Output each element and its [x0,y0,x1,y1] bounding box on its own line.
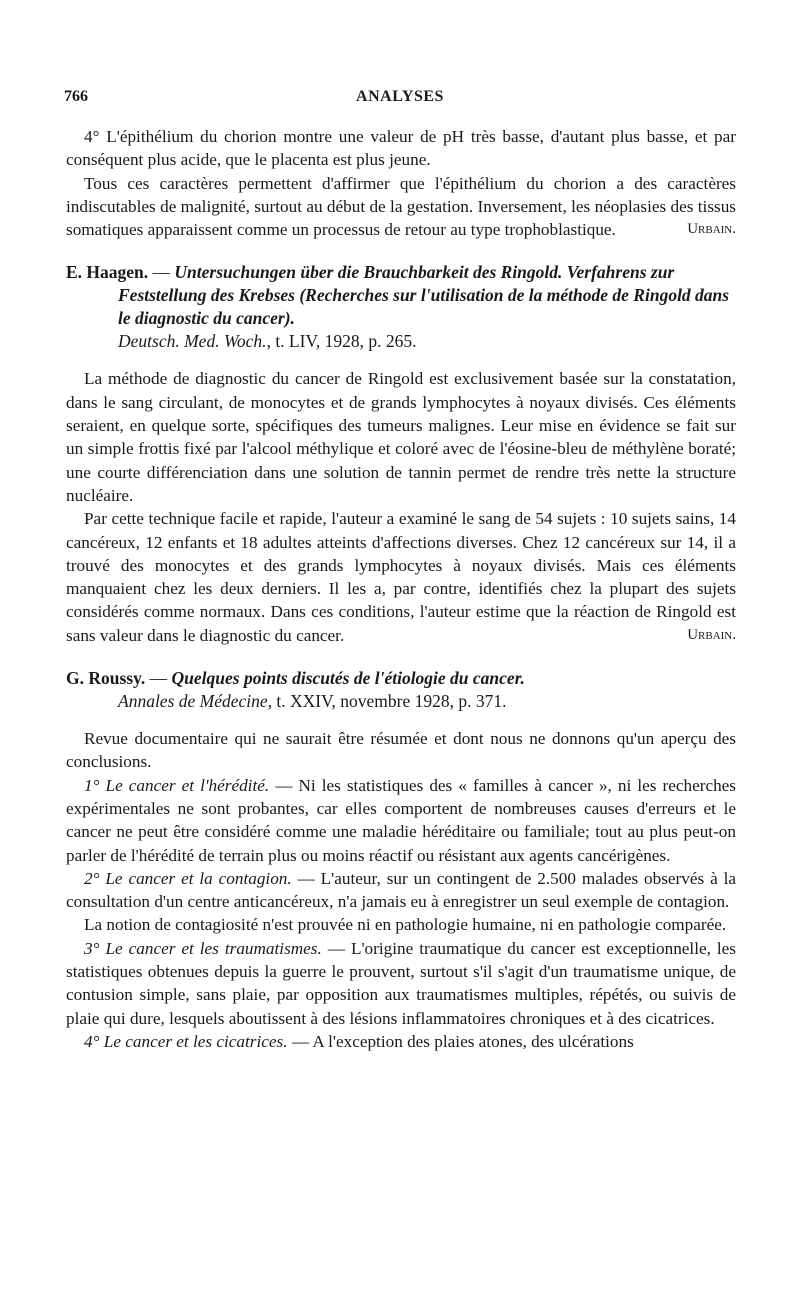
entry-reference: , t. LIV, 1928, p. 265. [266,331,417,352]
paragraph-malignity: Tous ces caractères permettent d'affirmer que l'épithélium du chorion a des caractères indiscutables de malignité, surtout au début de la gestation. Inversement, les néoplasies des tissus somatiques apparaissent comme un processus de retour au type trophoblastique. [66,173,736,240]
signature: Urbain. [687,626,736,643]
entry-title: Quelques points discutés de l'étiologie du cancer. [171,668,525,689]
page-body [66,125,736,1053]
section-label-trauma: 3° Le cancer et les traumatismes. [84,938,322,958]
page-header [64,88,736,112]
entry-journal: Deutsch. Med. Woch. [118,331,267,352]
entry-heading [66,667,736,713]
paragraph-scars [66,1030,736,1053]
section-text-contagion: — L'auteur, sur un contingent de 2.500 malades observés à la consultation d'un centre anticancéreux, n'a jamais eu à enregistrer un seul exemple de contagion. [66,868,736,912]
section-text-trauma: — L'origine traumatique du cancer est exceptionnelle, les statistiques obtenues depuis la guerre le prouvent, surtout s'il s'agit d'un traumatisme unique, de contusion simple, sans plaie, par opposition aux traumatismes multiples, répétés, ou suivis de plaie qui dure, lesquels aboutissent à des lésions inflammatoires chroniques et à des cicatrices. [66,938,736,1028]
entry-author: G. Roussy. [66,668,146,689]
entry-title-french: Recherches sur l'utilisation de la méthode de Ringold dans le diagnostic du cancer [118,285,730,329]
section-text-scars: — A l'exception des plaies atones, des ulcérations [287,1031,634,1051]
paragraph-heredity [66,774,736,867]
paragraph-review-intro: Revue documentaire qui ne saurait être résumée et dont nous ne donnons qu'un aperçu des conclusions. [66,729,736,772]
paragraph-contagiosity: La notion de contagiosité n'est prouvée ni en pathologie humaine, ni en pathologie comparée. [84,915,727,935]
running-head: ANALYSES [356,88,444,105]
section-text-heredity: — Ni les statistiques des « familles à cancer », ni les recherches expérimentales ne sont probantes, car elles comportent de nombreuses causes d'erreurs et le cancer ne peut être considéré comme une maladie héréditaire ou familiale; tout au plus peut-on parler de l'hérédité de terrain plus ou moins réactif ou résistant aux agents cancérigènes. [66,775,736,865]
paragraph-contagion [66,867,736,914]
section-label-heredity: 1° Le cancer et l'hérédité. [84,775,270,795]
page-number: 766 [64,88,88,105]
section-label-scars: 4° Le cancer et les cicatrices. [84,1031,288,1051]
bibliographic-entry-haagen [66,261,736,353]
entry-dash: — [145,668,172,689]
entry-title-close: ). [284,308,295,329]
paragraph-ringold-results: Par cette technique facile et rapide, l'auteur a examiné le sang de 54 sujets : 10 sujets sains, 14 cancéreux, 12 enfants et 18 adultes atteints d'affections diverses. Chez 12 cancéreux sur 14, il a trouvé des monocytes et des grands lymphocytes à noyaux divisés. Mais ces éléments manquaient chez les deux derniers. Il les a, par contre, identifiés chez la plupart des sujets considérés comme normaux. Dans ces conditions, l'auteur estime que la réaction de Ringold est sans valeur dans le diagnostic du cancer. [66,509,736,645]
paragraph-trauma [66,937,736,1030]
entry-heading [66,261,736,353]
section-label-contagion: 2° Le cancer et la contagion. [84,868,292,888]
entry-journal: Annales de Médecine [118,691,268,712]
entry-dash: — [148,262,175,283]
entry-reference: , t. XXIV, novembre 1928, p. 371. [267,691,507,712]
paragraph-ringold-method: La méthode de diagnostic du cancer de Ringold est exclusivement basée sur la constatation, dans le sang circulant, de monocytes et de grands lymphocytes à noyaux divisés. Ces éléments seraient, en quelque sorte, spécifiques des tumeurs malignes. Leur mise en évidence se fait sur un simple frottis fixé par l'alcool méthylique et coloré avec de l'éosine-bleu de méthylène boraté; une courte différenciation dans une solution de tannin permet de rendre très nette la structure nucléaire. [66,369,736,505]
bibliographic-entry-roussy [66,667,736,713]
entry-author: E. Haagen. [66,262,149,283]
entry-title-open: ( [294,285,306,306]
paragraph-ph-chorion: 4° L'épithélium du chorion montre une valeur de pH très basse, d'autant plus basse, et par conséquent plus acide, que le placenta est plus jeune. [66,127,736,170]
entry-title-german: Untersuchungen über die Brauchbarkeit des Ringold. Verfahrens zur Feststellung des Krebses [118,262,675,306]
signature: Urbain. [687,221,736,238]
